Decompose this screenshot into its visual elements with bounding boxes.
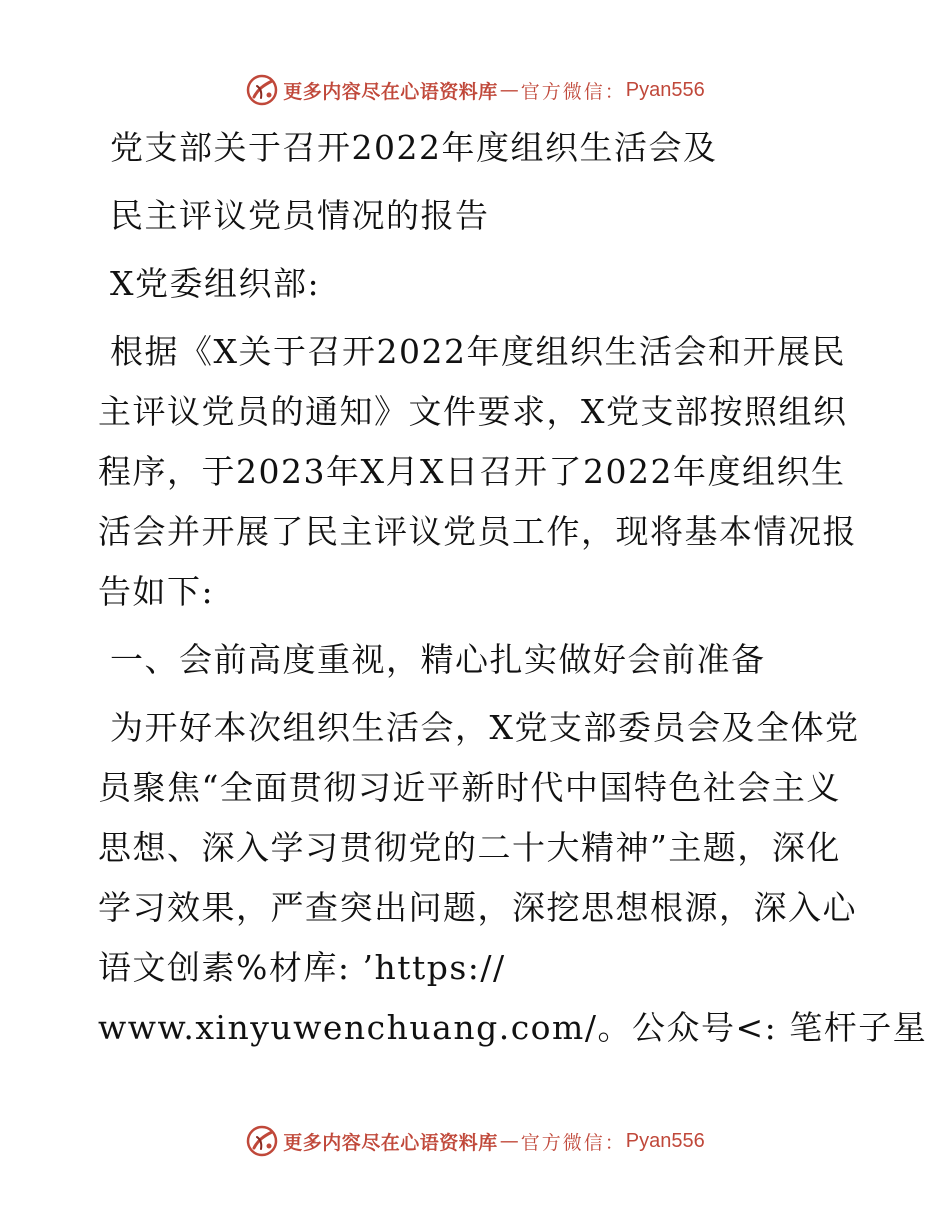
paragraph-2-line: 员聚焦“全面贯彻习近平新时代中国特色社会主义 xyxy=(98,768,841,807)
banner-site-text: 更多内容尽在心语资料库 xyxy=(283,80,498,103)
paragraph-2 xyxy=(98,698,928,1058)
document-body xyxy=(98,118,928,1058)
paragraph-2-line: www.xinyuwenchuang.com/。公众号<: 笔杆子星 xyxy=(98,1008,928,1047)
footer-official-text: 官方微信： xyxy=(520,1131,626,1154)
paragraph-1-line: 根据《X关于召开2022年度组织生活会和开展民 xyxy=(110,332,846,371)
banner-wechat-id: Pyan556 xyxy=(625,78,705,101)
document-title-line-2: 民主评议党员情况的报告 xyxy=(110,196,490,235)
calligraphy-brush-logo-icon xyxy=(245,1124,279,1158)
paragraph-1-line: 活会并开展了民主评议党员工作，现将基本情况报 xyxy=(98,512,857,551)
paragraph-1-line: 告如下: xyxy=(98,572,215,611)
paragraph-2-line: 学习效果，严查突出问题，深挖思想根源，深入心 xyxy=(98,888,857,927)
header-watermark-banner xyxy=(0,70,950,110)
banner-separator: — xyxy=(499,79,519,101)
footer-site-text: 更多内容尽在心语资料库 xyxy=(283,1131,498,1154)
calligraphy-brush-logo-icon xyxy=(245,73,279,107)
paragraph-1 xyxy=(98,322,858,622)
recipient-line: X党委组织部: xyxy=(110,264,321,303)
footer-wechat-id: Pyan556 xyxy=(625,1129,705,1152)
paragraph-1-line: 主评议党员的通知》文件要求，X党支部按照组织 xyxy=(98,392,848,431)
section-1-heading: 一、会前高度重视，精心扎实做好会前准备 xyxy=(110,640,766,679)
footer-watermark-banner xyxy=(0,1121,950,1161)
paragraph-2-line: 语文创素%材库: ’https:// xyxy=(98,948,506,987)
paragraph-2-line: 为开好本次组织生活会，X党支部委员会及全体党 xyxy=(110,708,860,747)
paragraph-2-line: 思想、深入学习贯彻党的二十大精神”主题，深化 xyxy=(98,828,841,867)
banner-official-text: 官方微信： xyxy=(520,80,626,103)
footer-separator: — xyxy=(499,1130,519,1152)
document-title-line-1: 党支部关于召开2022年度组织生活会及 xyxy=(110,128,718,167)
paragraph-1-line: 程序，于2023年X月X日召开了2022年度组织生 xyxy=(98,452,846,491)
